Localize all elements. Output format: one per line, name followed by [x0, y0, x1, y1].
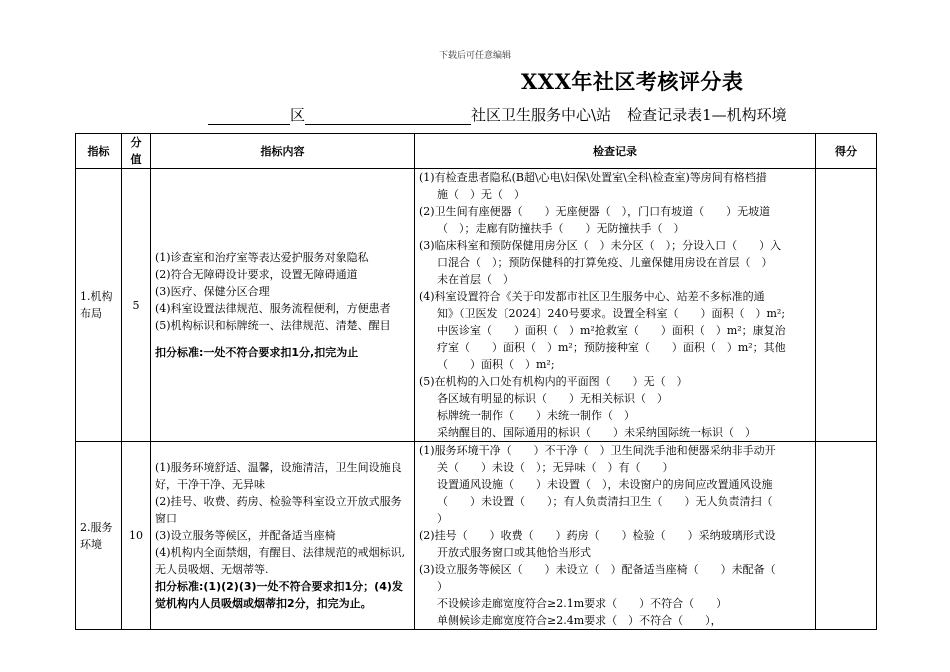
header-content: 指标内容 — [151, 134, 415, 169]
record-line: 标牌统一制作（ ）未统一制作（ ） — [437, 409, 635, 422]
record-line: 各区域有明显的标识（ ）无相关标识（ ） — [437, 392, 668, 405]
record-line: （ ）；走廊有防撞扶手（ ）无防撞扶手（ ） — [437, 222, 685, 235]
record-line: (4)科室设置符合《关于印发都市社区卫生服务中心、站差不多标准的通 — [419, 290, 765, 303]
district-blank-line[interactable] — [208, 109, 290, 125]
record-line: 采纳醒目的、国际通用的标识（ ）未采纳国际统一标识（ ） — [437, 426, 756, 439]
record-line: 不设候诊走廊宽度符合≥2.1m要求（ ）不符合（ ） — [437, 597, 728, 610]
scoring-table — [75, 133, 877, 630]
watermark-text: 下载后可任意编辑 — [438, 51, 511, 61]
record-line: 开放式服务窗口或其他恰当形式 — [437, 546, 591, 559]
header-score: 分值 — [122, 134, 151, 169]
table-row — [76, 169, 877, 442]
record-line: (3)临床科室和预防保健用房分区（ ）未分区（ ）；分设入口（ ）入 — [419, 239, 782, 252]
header-record: 检查记录 — [415, 134, 816, 169]
page-title: XXX年社区考核评分表 — [521, 69, 744, 94]
record-line: (5)在机构的入口处有机构内的平面图（ ）无（ ） — [419, 375, 688, 388]
district-suffix: 区 — [290, 106, 306, 124]
header-indicator: 指标 — [76, 134, 122, 169]
content-line: (5)机构标识和标牌统一、法律规范、清楚、醒目 — [155, 319, 391, 332]
score-cell: 5 — [122, 169, 151, 442]
content-cell — [151, 442, 415, 630]
content-cell — [151, 169, 415, 442]
record-line: 未在首层（ ） — [437, 273, 514, 286]
form-subtitle — [208, 104, 787, 125]
content-line: (1)诊查室和治疗室等表达爱护服务对象隐私 — [155, 251, 369, 264]
record-line: （ ）面积（ ）m²; — [437, 358, 555, 371]
deduction-rule: 扣分标准:一处不符合要求扣1分,扣完为止 — [155, 346, 359, 359]
deduction-rule: 扣分标准:(1)(2)(3)一处不符合要求扣1分；(4)发觉机构内人员吸烟或烟蒂扣2分，扣完为止。 — [155, 580, 403, 610]
record-line: 关（ ）未设（ ）；无异味（ ）有（ ） — [437, 461, 674, 474]
points-input-cell[interactable] — [816, 442, 877, 630]
community-blank-line[interactable] — [305, 109, 471, 125]
record-line: (2)卫生间有座便器（ ）无座便器（ ），门口有坡道（ ）无坡道 — [419, 205, 771, 218]
content-line: (4)机构内全面禁烟，有醒目、法律规范的戒烟标识,无人员吸烟、无烟蒂等. — [155, 546, 406, 576]
center-label: 社区卫生服务中心\站 — [471, 106, 612, 124]
record-line: 中医诊室（ ）面积（ ）m²抢救室（ ）面积（ ）m²；康复治 — [437, 324, 786, 337]
record-line: (3)设立服务等候区（ ）未设立（ ）配备适当座椅（ ）未配备（ — [419, 563, 776, 576]
record-line: 施（ ）无（ ） — [437, 188, 525, 201]
content-line: (2)挂号、收费、药房、检验等科室设立开放式服务窗口 — [155, 495, 402, 525]
header-points: 得分 — [816, 134, 877, 169]
record-line: (1)有检查患者隐私(B超\心电\妇保\处置室\全科\检查室)等房间有格档措 — [419, 171, 767, 184]
score-cell: 10 — [122, 442, 151, 630]
content-line: (3)设立服务等候区，并配备适当座椅 — [155, 529, 336, 542]
record-line: （ ）未设置（ ）；有人负责清扫卫生（ ）无人负责清扫（ — [437, 495, 773, 508]
points-input-cell[interactable] — [816, 169, 877, 442]
content-line: (1)服务环境舒适、温馨，设施清洁，卫生间设施良好，干净干净、无异味 — [155, 461, 402, 491]
record-line: 疗室（ ）面积（ ）m²；预防接种室（ ）面积（ ）m²；其他 — [437, 341, 786, 354]
record-cell — [415, 169, 816, 442]
content-line: (4)科室设置法律规范、服务流程便利，方便患者 — [155, 302, 391, 315]
record-line: 设置通风设施（ ）未设置（ ），未设窗户的房间应改置通风设施 — [437, 478, 773, 491]
content-line: (2)符合无障碍设计要求，设置无障碍通道 — [155, 268, 358, 281]
indicator-cell: 2.服务环境 — [76, 442, 122, 630]
record-cell — [415, 442, 816, 630]
record-line: ） — [437, 580, 448, 593]
record-line: ） — [437, 512, 448, 525]
record-line: (2)挂号（ ）收费（ ）药房（ ）检验（ ）采纳玻璃形式设 — [419, 529, 776, 542]
record-line: 知》（卫医发〔2024〕240号要求。设置全科室（ ）面积（ ）m²; — [437, 307, 786, 320]
record-line: 单侧候诊走廊宽度符合≥2.4m要求（ ）不符合（ ）， — [437, 614, 722, 627]
record-title: 检查记录表1—机构环境 — [627, 106, 787, 124]
indicator-cell: 1.机构布局 — [76, 169, 122, 442]
content-line: (3)医疗、保健分区合理 — [155, 285, 270, 298]
table-row — [76, 442, 877, 630]
record-line: (1)服务环境干净（ ）不干净（ ）卫生间洗手池和便器采纳非手动开 — [419, 444, 776, 457]
record-line: 口混合（ ）；预防保健科的打算免疫、儿童保健用房设在首层（ ） — [437, 256, 773, 269]
table-header-row — [76, 134, 877, 169]
